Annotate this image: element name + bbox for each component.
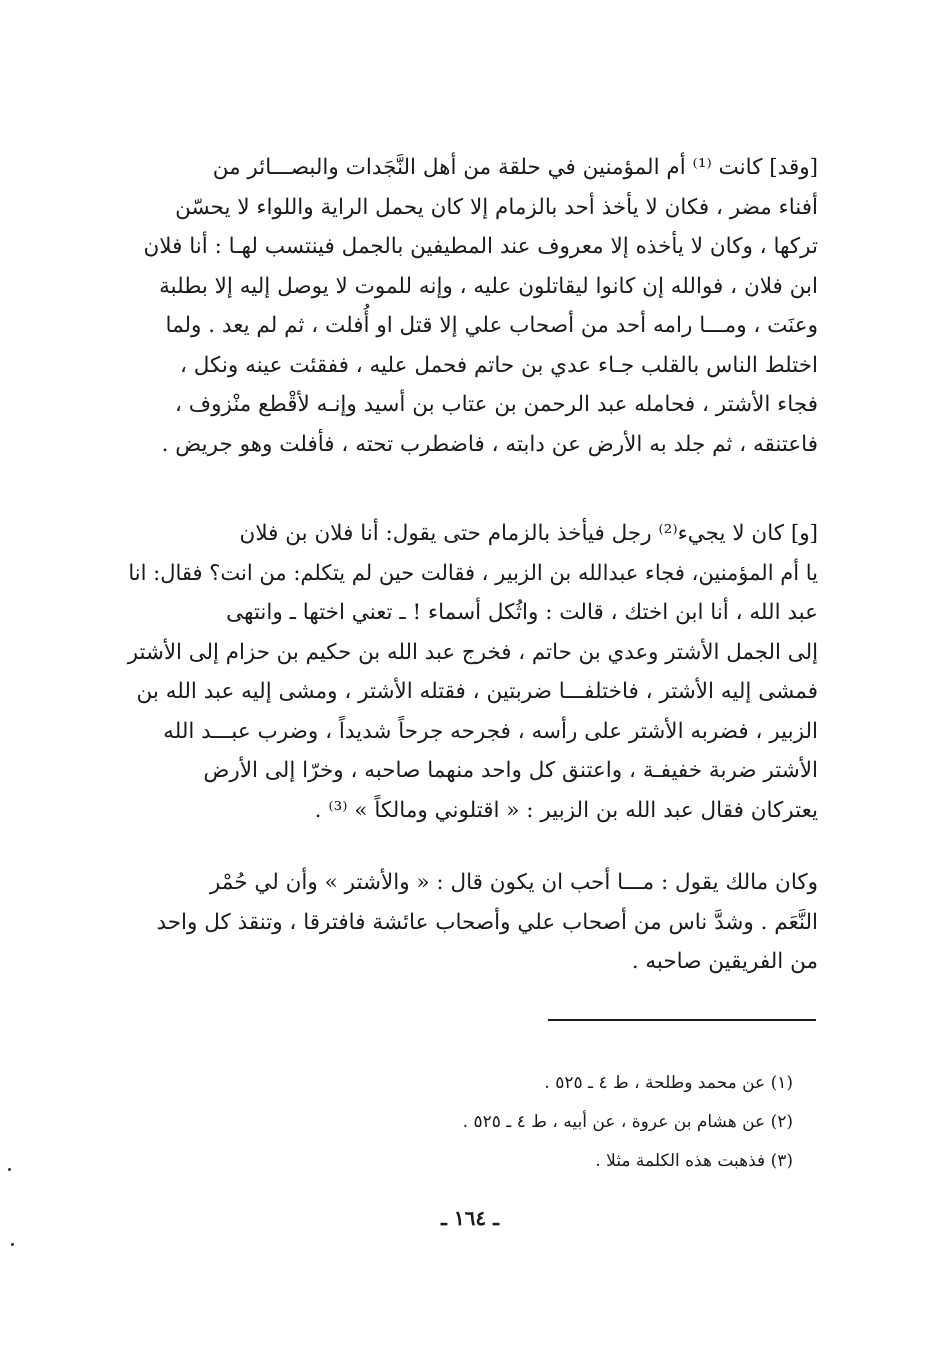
footnote-2: (٢) عن هشام بن عروة ، عن أبيه ، ط ٤ ـ ٥٢٥ . — [462, 1112, 793, 1132]
text-line: [وقد] كانت ⁽¹⁾ أم المؤمنين في حلقة من أهل النَّجَدات والبصـــائر من — [212, 155, 818, 180]
text-line: فاعتنقه ، ثم جلد به الأرض عن دابته ، فاضطرب تحته ، فأفلت وهو جريض . — [161, 431, 818, 457]
text-line: النَّعَم . وشدَّ ناس من أصحاب علي وأصحاب عائشة فافترقا ، وتنقذ كل واحد — [156, 909, 818, 935]
page-number: ـ ١٦٤ ـ — [441, 1206, 499, 1230]
footnote-1: (١) عن محمد وطلحة ، ط ٤ ـ ٥٢٥ . — [544, 1073, 793, 1093]
footnote-3: (٣) فذهبت هذه الكلمة مثلا . — [595, 1151, 793, 1171]
text-line: ابن فلان ، فوالله إن كانوا ليقاتلون عليه ، وإنه للموت لا يوصل إليه إلا بطلبة — [159, 273, 818, 299]
scan-speck — [11, 1243, 14, 1246]
footnotes — [293, 1064, 793, 1181]
text-line: الأشتر ضربة خفيفـة ، واعتنق كل واحد منهما صاحبه ، وخرّا إلى الأرض — [203, 758, 818, 783]
text-line: اختلط الناس بالقلب جـاء عدي بن حاتم فحمل عليه ، ففقئت عينه ونكل ، — [180, 352, 818, 378]
text-line: وعنَت ، ومـــا رامه أحد من أصحاب علي إلا قتل او أُفلت ، ثم لم يعد . ولما — [165, 313, 818, 338]
text-line: يعتركان فقال عبد الله بن الزبير : « اقتلوني ومالكاً » ⁽³⁾ . — [314, 797, 818, 823]
paragraph-2 — [128, 514, 818, 830]
text-line: عبد الله ، أنا ابن اختك ، قالت : واثُكل أسماء ! ـ تعني اختها ـ وانتهى — [226, 600, 818, 625]
text-line: إلى الجمل الأشتر وعدي بن حاتم ، فخرج عبد الله بن حكيم بن حزام إلى الأشتر — [127, 639, 818, 665]
text-line: [و] كان لا يجيء⁽²⁾ رجل فيأخذ بالزمام حتى يقول: أنا فلان بن فلان — [239, 521, 818, 546]
footnote-divider — [548, 1019, 816, 1021]
text-line: يا أم المؤمنين، فجاء عبدالله بن الزبير ، فقالت حين لم يتكلم: من انت؟ فقال: انا — [128, 560, 818, 586]
paragraph-3 — [128, 863, 818, 982]
text-line: تركها ، وكان لا يأخذه إلا معروف عند المطيفين بالجمل فينتسب لهـا : أنا فلان — [143, 234, 818, 259]
text-line: فمشى إليه الأشتر ، فاختلفـــا ضربتين ، فقتله الأشتر ، ومشى إليه عبد الله بن — [136, 679, 818, 704]
text-line: الزبير ، فضربه الأشتر على رأسه ، فجرحه جرحاً شديداً ، وضرب عبـــد الله — [163, 718, 818, 744]
text-line: أفناء مضر ، فكان لا يأخذ أحد بالزمام إلا كان يحمل الراية واللواء لا يحسّن — [175, 194, 818, 220]
text-line: فجاء الأشتر ، فحامله عبد الرحمن بن عتاب بن أسيد وإنـه لأقْطع منْزوف ، — [175, 392, 818, 417]
text-line: وكان مالك يقول : مـــا أحب ان يكون قال : « والأشتر » وأن لي حُمْر — [209, 870, 818, 895]
scan-speck — [8, 1168, 11, 1171]
paragraph-1 — [128, 148, 818, 464]
text-line: من الفريقين صاحبه . — [631, 949, 818, 974]
